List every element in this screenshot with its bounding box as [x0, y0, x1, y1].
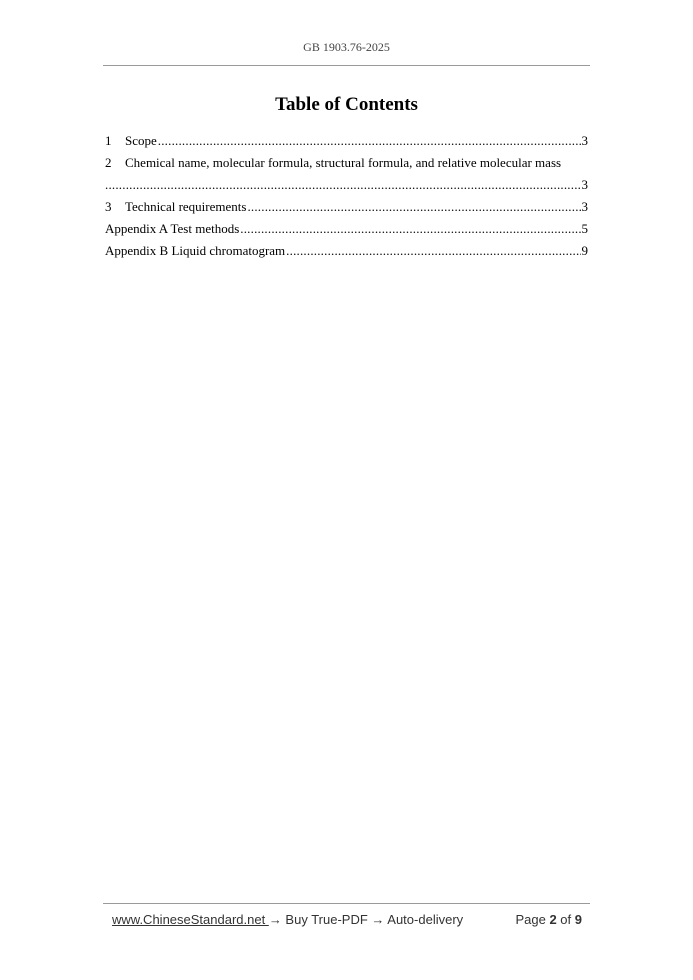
footer-promo [112, 912, 463, 927]
toc-entry-number: 1 [105, 133, 112, 148]
toc-entry-label: Technical requirements [125, 199, 247, 214]
footer-divider [103, 903, 590, 904]
toc-entry-appendix-a[interactable] [105, 218, 588, 240]
toc-entry-scope[interactable] [105, 130, 588, 152]
page-current: 2 [549, 912, 557, 927]
page-of: of [560, 912, 572, 927]
dot-leader [286, 240, 580, 262]
footer-tagline: Buy True-PDF → Auto-delivery [281, 912, 464, 927]
toc-title: Table of Contents [275, 94, 418, 115]
dot-leader [247, 196, 580, 218]
dot-leader [105, 174, 581, 196]
dot-leader [158, 130, 581, 152]
toc-entry-number: 2 [105, 155, 112, 170]
page-footer [112, 912, 582, 927]
page-header: GB 1903.76-2025 [303, 40, 390, 54]
toc-entry-label: Appendix B Liquid chromatogram [105, 243, 286, 258]
page-word: Page [515, 912, 546, 927]
dot-leader [240, 218, 580, 240]
page-indicator [515, 912, 582, 927]
toc-entry-technical-requirements[interactable] [105, 196, 588, 218]
toc-entry-label: Appendix A Test methods [105, 221, 240, 236]
site-link[interactable]: www.ChineseStandard.net [112, 912, 269, 927]
header-divider [103, 65, 590, 66]
toc-entry-page: 3 [581, 133, 588, 148]
table-of-contents [105, 130, 588, 262]
toc-entry-page: 3 [581, 177, 588, 192]
toc-entry-appendix-b[interactable] [105, 240, 588, 262]
toc-entry-chemical-name[interactable] [105, 152, 588, 196]
toc-entry-number: 3 [105, 199, 112, 214]
toc-entry-page: 9 [581, 243, 588, 258]
toc-entry-label: Scope [125, 133, 157, 148]
arrow-icon: → [268, 912, 282, 927]
toc-entry-label: Chemical name, molecular formula, structural formula, and relative molecular mass [125, 155, 562, 170]
toc-entry-page: 5 [581, 221, 588, 236]
toc-entry-page: 3 [581, 199, 588, 214]
page-total: 9 [574, 912, 582, 927]
